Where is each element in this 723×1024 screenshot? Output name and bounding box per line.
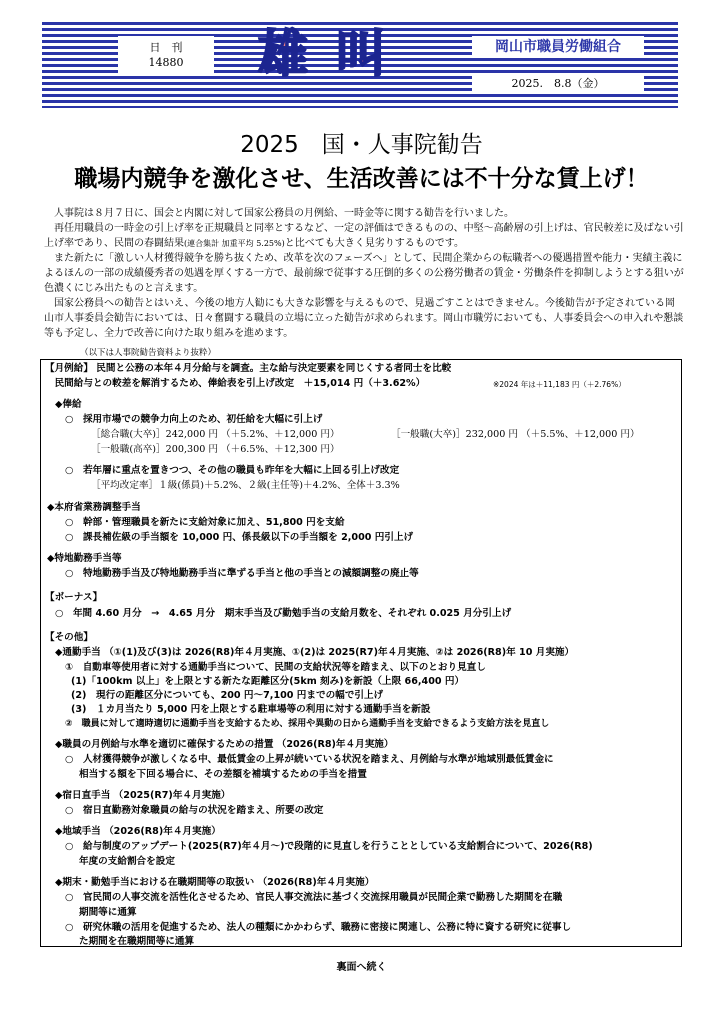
section-other: 【その他】	[45, 632, 93, 643]
commute-item-2: ② 職員に対して適時適切に通勤手当を支給するため、採用や異動の日から通勤手当を支給できるよう支給方法を見直し	[65, 719, 550, 729]
ministry-allowance-item-1: ○ 幹部・管理職員を新たに支給対象に加え、51,800 円を支給	[65, 517, 345, 528]
headline-sub: 職場内競争を激化させ、生活改善には不十分な賃上げ！	[74, 166, 649, 192]
heading-remote-allowance: ◆特地勤務手当等	[47, 553, 122, 564]
intro-paragraph-3: また新たに「激しい人材獲得競争を勝ち抜くため、改革を次のフェーズへ」として、民間企業からの転職者への優遇措置や能力・実績主義によるほんの一部の成績優秀者の処遇を厚くする一方で、最前線で従事する圧倒的多くの公務労働者の賃金・労働条件を抑制しようとする狙いが色濃くにじみ出たものと言えます。	[44, 253, 684, 294]
monthly-pay-revision: 民間給与との較差を解消するため、俸給表を引上げ改定 ＋15,014 円（＋3.62%）	[45, 378, 426, 389]
commute-item-1-3: (3) １カ月当たり 5,000 円を上限とする駐車場等の利用に対する通勤手当を新設	[71, 704, 431, 715]
intro-paragraph-4: 国家公務員への勧告とはいえ、今後の地方人勧にも大きな影響を与えるもので、見過ごすことはできません。今後勧告が予定されている岡山市人事委員会勧告においては、日々奮闘する職員の立場に立った勧告が求められます。岡山市職労においても、人事委員会への申入れや懇談等も予定し、全力で改善に向けた取り組みを進めます。	[44, 298, 684, 339]
intro-text	[44, 206, 684, 341]
recommendation-summary-box	[40, 359, 682, 947]
continued-on-back: 裏面へ続く	[336, 962, 387, 973]
source-note: （以下は人事院勧告資料より抜粋）	[80, 348, 217, 358]
min-wage-item-line1: ○ 人材獲得競争が激しくなる中、最低賃金の上昇が続いている状況を踏まえ、月例給与水準が地域別最低賃金に	[65, 754, 554, 765]
section-monthly-pay: 【月例給】 民間と公務の本年４月分給与を調査。主な給与決定要素を同じくする者同士を比較	[45, 363, 452, 374]
intro-p2-b: と比べても大きく見劣りするものです。	[284, 238, 464, 249]
commute-item-1-2: (2) 現行の距離区分についても、200 円～7,100 円までの幅で引上げ	[71, 690, 384, 701]
bonus-item: ○ 年間 4.60 月分 → 4.65 月分 期末手当及び勤勉手当の支給月数を、それぞれ 0.025 月分引上げ	[55, 608, 512, 619]
newspaper-logo: 雄叫	[258, 25, 414, 83]
bonus-period-item2-line1: ○ 研究休職の活用を促進するため、法人の種類にかかわらず、職務に密接に関連し、公務に特に資する研究に従事し	[65, 922, 572, 933]
clerical-highschool-pay: ［一般職(高卒)］200,300 円 （＋6.5%、＋12,300 円）	[91, 444, 340, 455]
union-name: 岡山市職員労働組合	[472, 36, 644, 58]
heading-commute-allowance: ◆通勤手当 （①(1)及び(3)は 2026(R8)年４月実施、①(2)は 2025(R7)年４月実施、②は 2026(R8)年 10 月実施）	[55, 647, 575, 658]
monthly-pay-2024-note: ※2024 年は＋11,183 円（＋2.76%）	[493, 380, 626, 389]
heading-night-duty: ◆宿日直手当 （2025(R7)年４月実施）	[55, 790, 231, 801]
heading-regional-allowance: ◆地域手当 （2026(R8)年４月実施）	[55, 826, 221, 837]
bonus-period-item2-line2: た期間を在職期間等に通算	[79, 936, 195, 947]
intro-paragraph-2	[44, 221, 684, 251]
heading-ministry-allowance: ◆本府省業務調整手当	[47, 502, 141, 513]
intro-p2-small: (連合集計 加重平均 5.25%)	[184, 239, 285, 248]
commute-item-1-1: (1)「100km 以上」を上限とする新たな距離区分(5km 刻み)を新設（上限 66,400 円）	[71, 676, 465, 687]
ministry-allowance-item-2: ○ 課長補佐級の手当額を 10,000 円、係長級以下の手当額を 2,000 円引上げ	[65, 532, 414, 543]
issue-number: 14880	[148, 56, 184, 69]
issue-label: 日 刊	[149, 41, 183, 54]
remote-allowance-item: ○ 特地勤務手当及び特地勤務手当に準ずる手当と他の手当との減額調整の廃止等	[65, 568, 419, 579]
issue-date: 2025. 8.8（金）	[472, 75, 644, 93]
regional-item-line1: ○ 給与制度のアップデート(2025(R7)年４月～)で段階的に見直しを行うこととしている支給割合について、2026(R8)	[65, 841, 593, 852]
average-revision-rate: ［平均改定率］１級(係員)＋5.2%、２級(主任等)＋4.2%、全体＋3.3%	[91, 480, 400, 491]
headline-main: 2025 国・人事院勧告	[240, 132, 483, 158]
min-wage-item-line2: 相当する額を下回る場合に、その差額を補填するための手当を措置	[79, 769, 367, 780]
heading-salary: ◆俸給	[55, 399, 82, 410]
bonus-period-item1-line1: ○ 官民間の人事交流を活性化させるため、官民人事交流法に基づく交流採用職員が民間企業で勤務した期間を在職	[65, 892, 563, 903]
commute-item-1: ① 自動車等使用者に対する通勤手当について、民間の支給状況等を踏まえ、以下のとおり見直し	[65, 662, 486, 673]
bonus-period-item1-line2: 期間等に通算	[79, 907, 137, 918]
intro-p2-a: 再任用職員の一時金の引上げ率を正規職員と同率とするなど、一定の評価はできるものの、中堅～高齢層の引上げは、官民較差に及ばない引上げ率であり、民間の春闘結果	[44, 223, 684, 249]
starting-pay-raise: ○ 採用市場での競争力向上のため、初任給を大幅に引上げ	[65, 414, 323, 425]
issue-box	[118, 36, 214, 76]
night-duty-item: ○ 宿日直勤務対象職員の給与の状況を踏まえ、所要の改定	[65, 805, 324, 816]
general-grad-pay: ［総合職(大卒)］242,000 円 （＋5.2%、＋12,000 円）	[91, 429, 340, 440]
heading-min-wage-measure: ◆職員の月例給与水準を適切に確保するための措置 （2026(R8)年４月実施）	[55, 739, 394, 750]
heading-bonus-period: ◆期末・勤勉手当における在職期間等の取扱い （2026(R8)年４月実施）	[55, 877, 375, 888]
clerical-grad-pay: ［一般職(大卒)］232,000 円 （＋5.5%、＋12,000 円）	[391, 429, 640, 440]
young-staff-focus: ○ 若年層に重点を置きつつ、その他の職員も昨年を大幅に上回る引上げ改定	[65, 465, 400, 476]
section-bonus: 【ボーナス】	[45, 592, 103, 603]
intro-paragraph-1: 人事院は８月７日に、国会と内閣に対して国家公務員の月例給、一時金等に関する勧告を行いました。	[54, 208, 514, 219]
regional-item-line2: 年度の支給割合を設定	[79, 856, 175, 867]
